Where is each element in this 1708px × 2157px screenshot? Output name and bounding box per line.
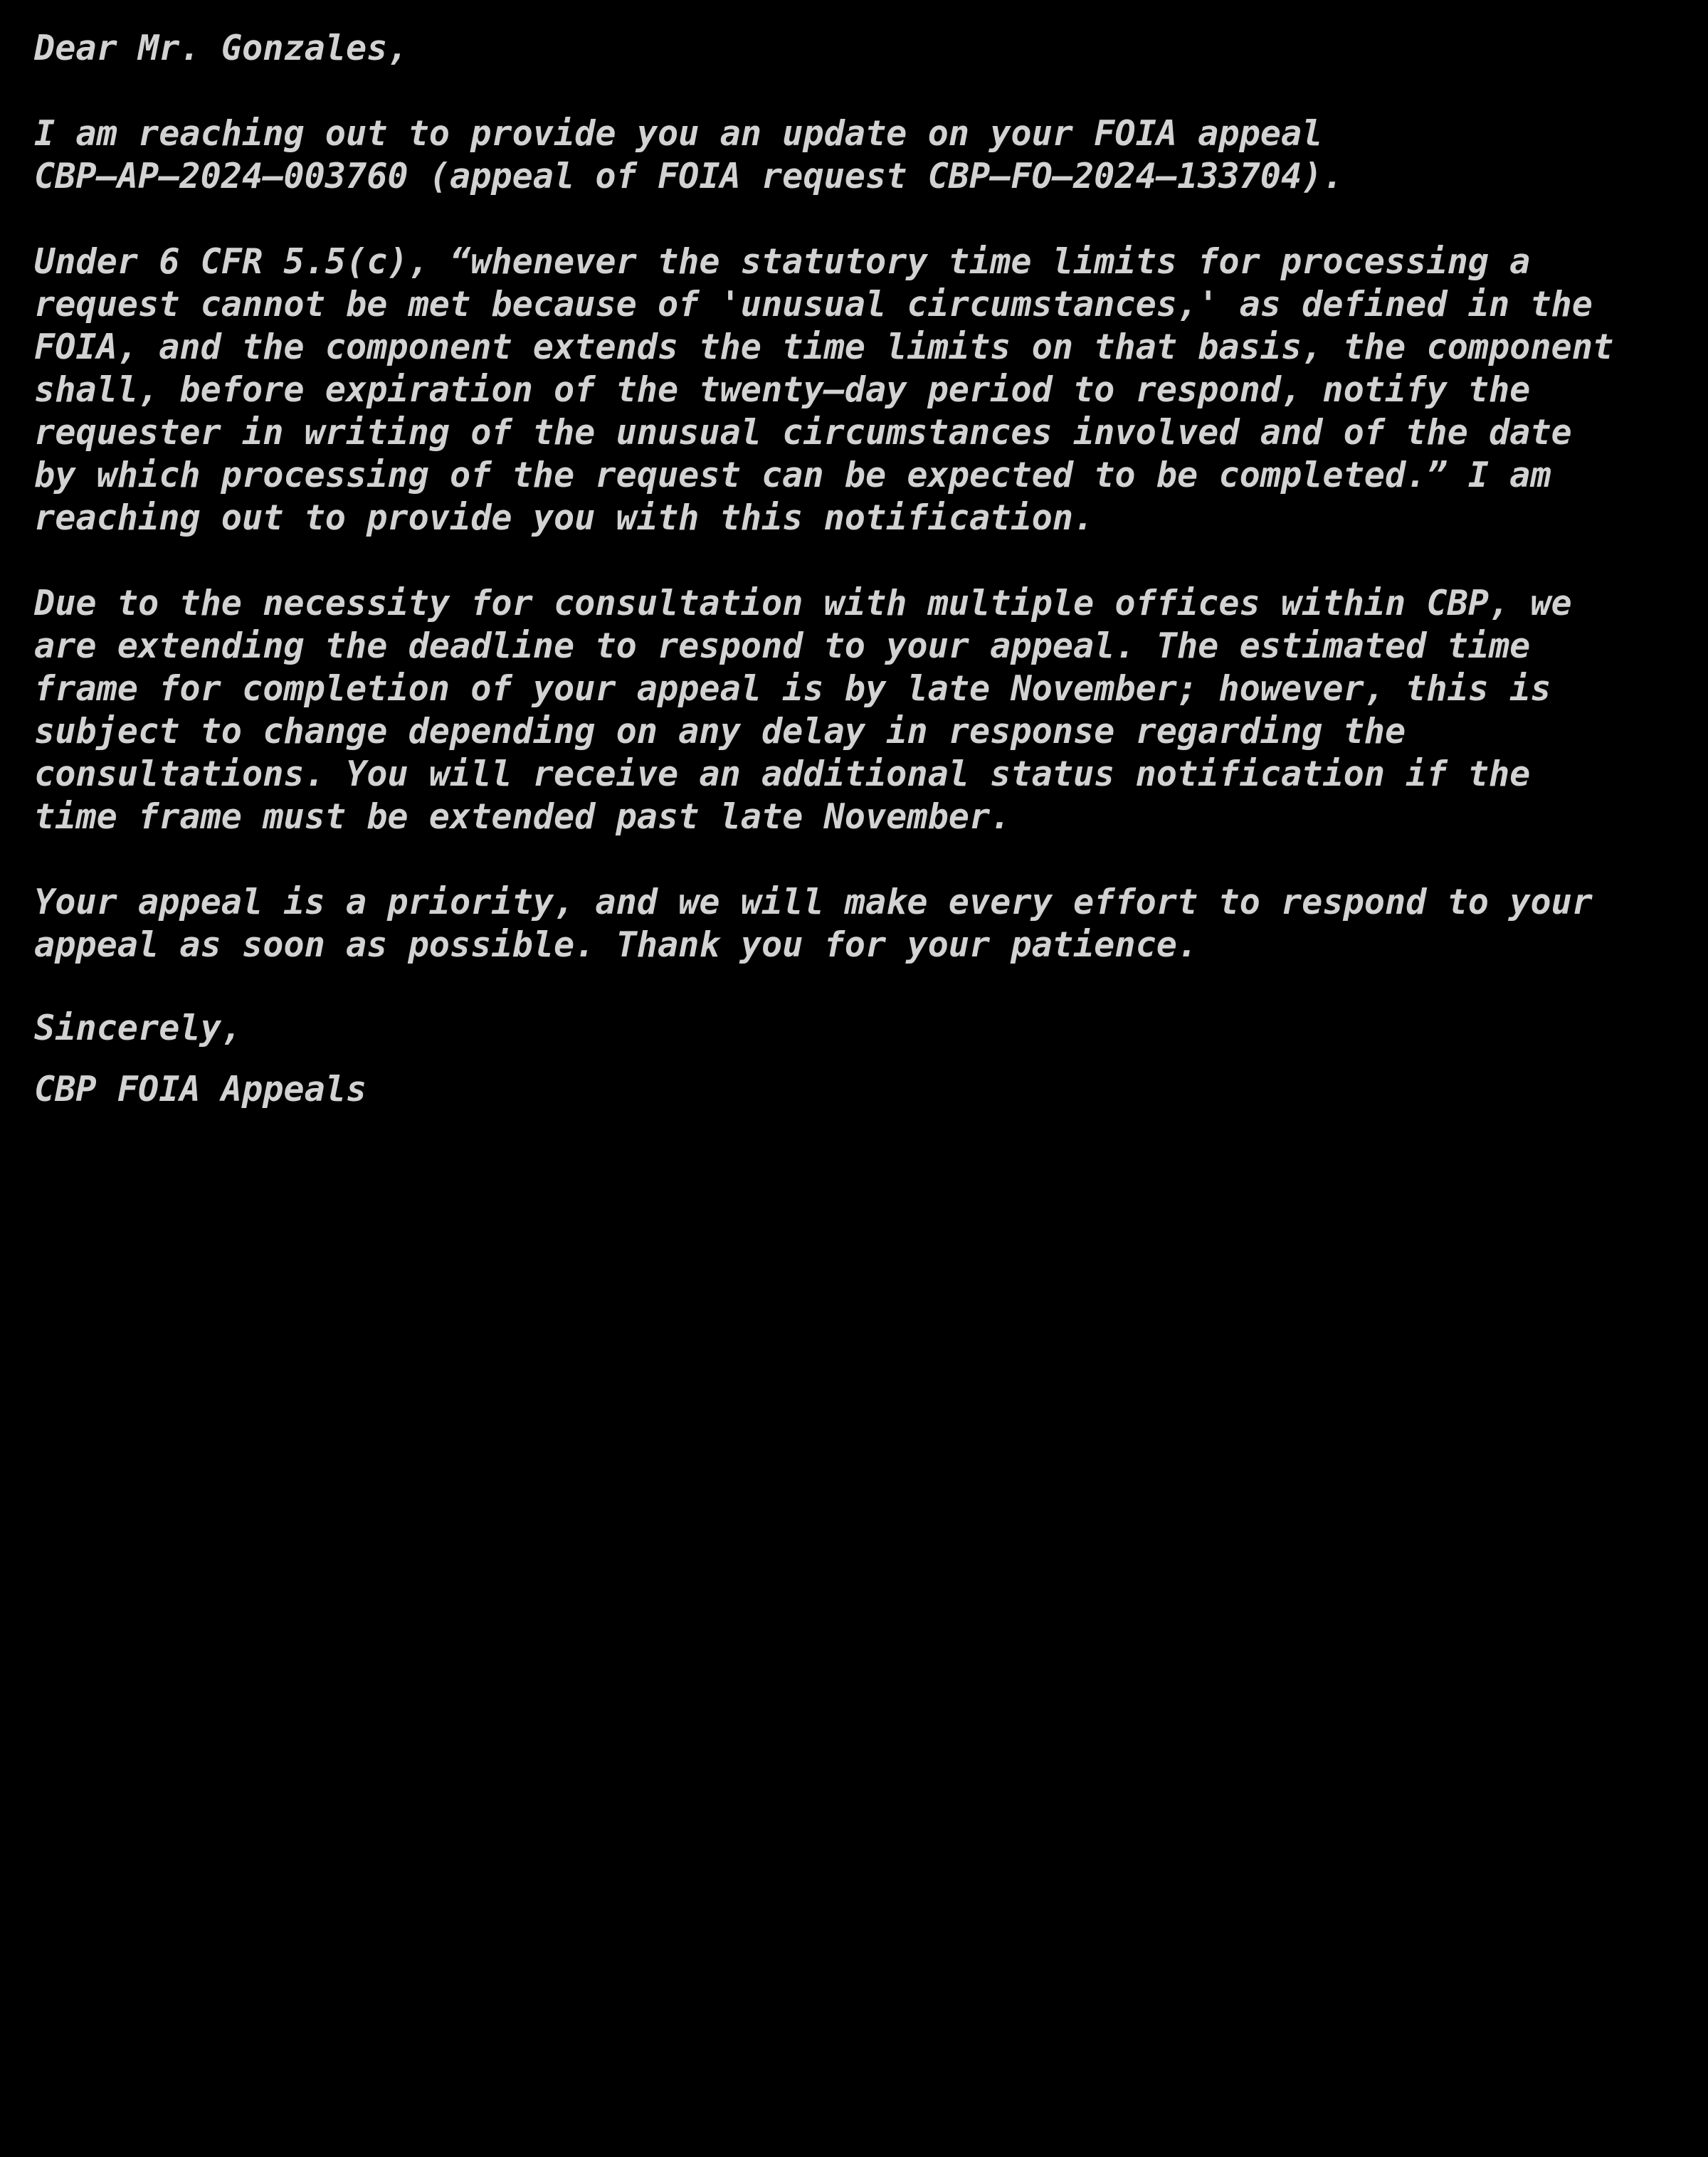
text-line: are extending the deadline to respond to your appeal. The estimated time: [34, 626, 1531, 666]
text-line: FOIA, and the component extends the time limits on that basis, the component: [34, 327, 1614, 367]
closing-block: [34, 998, 1699, 1120]
salutation: [34, 27, 1699, 70]
text-line: I am reaching out to provide you an update on your FOIA appeal: [34, 114, 1323, 154]
text-line: requester in writing of the unusual circumstances involved and of the date: [34, 413, 1572, 453]
paragraph-regulation-quote: [34, 241, 1699, 539]
text-line: by which processing of the request can be expected to be completed.” I am: [34, 455, 1551, 495]
text-line: frame for completion of your appeal is by late November; however, this is: [34, 669, 1551, 709]
text-line: Your appeal is a priority, and we will make every effort to respond to your: [34, 882, 1593, 922]
text-line: time frame must be extended past late November.: [34, 797, 1011, 837]
salutation-line: Dear Mr. Gonzales,: [34, 28, 408, 68]
paragraph-priority: [34, 881, 1699, 966]
letter-body: [34, 27, 1699, 1120]
closing-line: Sincerely,: [34, 1008, 242, 1048]
text-line: Due to the necessity for consultation with multiple offices within CBP, we: [34, 584, 1572, 623]
paragraph-appeal-update: [34, 112, 1699, 198]
text-line: subject to change depending on any delay in response regarding the: [34, 712, 1406, 751]
text-line: consultations. You will receive an additional status notification if the: [34, 754, 1531, 794]
text-line: reaching out to provide you with this notification.: [34, 498, 1095, 538]
text-line: request cannot be met because of 'unusual circumstances,' as defined in the: [34, 285, 1593, 325]
signature-line: CBP FOIA Appeals: [34, 1070, 367, 1109]
text-line: shall, before expiration of the twenty–day period to respond, notify the: [34, 370, 1531, 410]
paragraph-extension: [34, 582, 1699, 838]
text-line: appeal as soon as possible. Thank you for your patience.: [34, 925, 1198, 965]
text-line: Under 6 CFR 5.5(c), “whenever the statutory time limits for processing a: [34, 242, 1531, 282]
text-line: CBP–AP–2024–003760 (appeal of FOIA request CBP–FO–2024–133704).: [34, 157, 1344, 196]
